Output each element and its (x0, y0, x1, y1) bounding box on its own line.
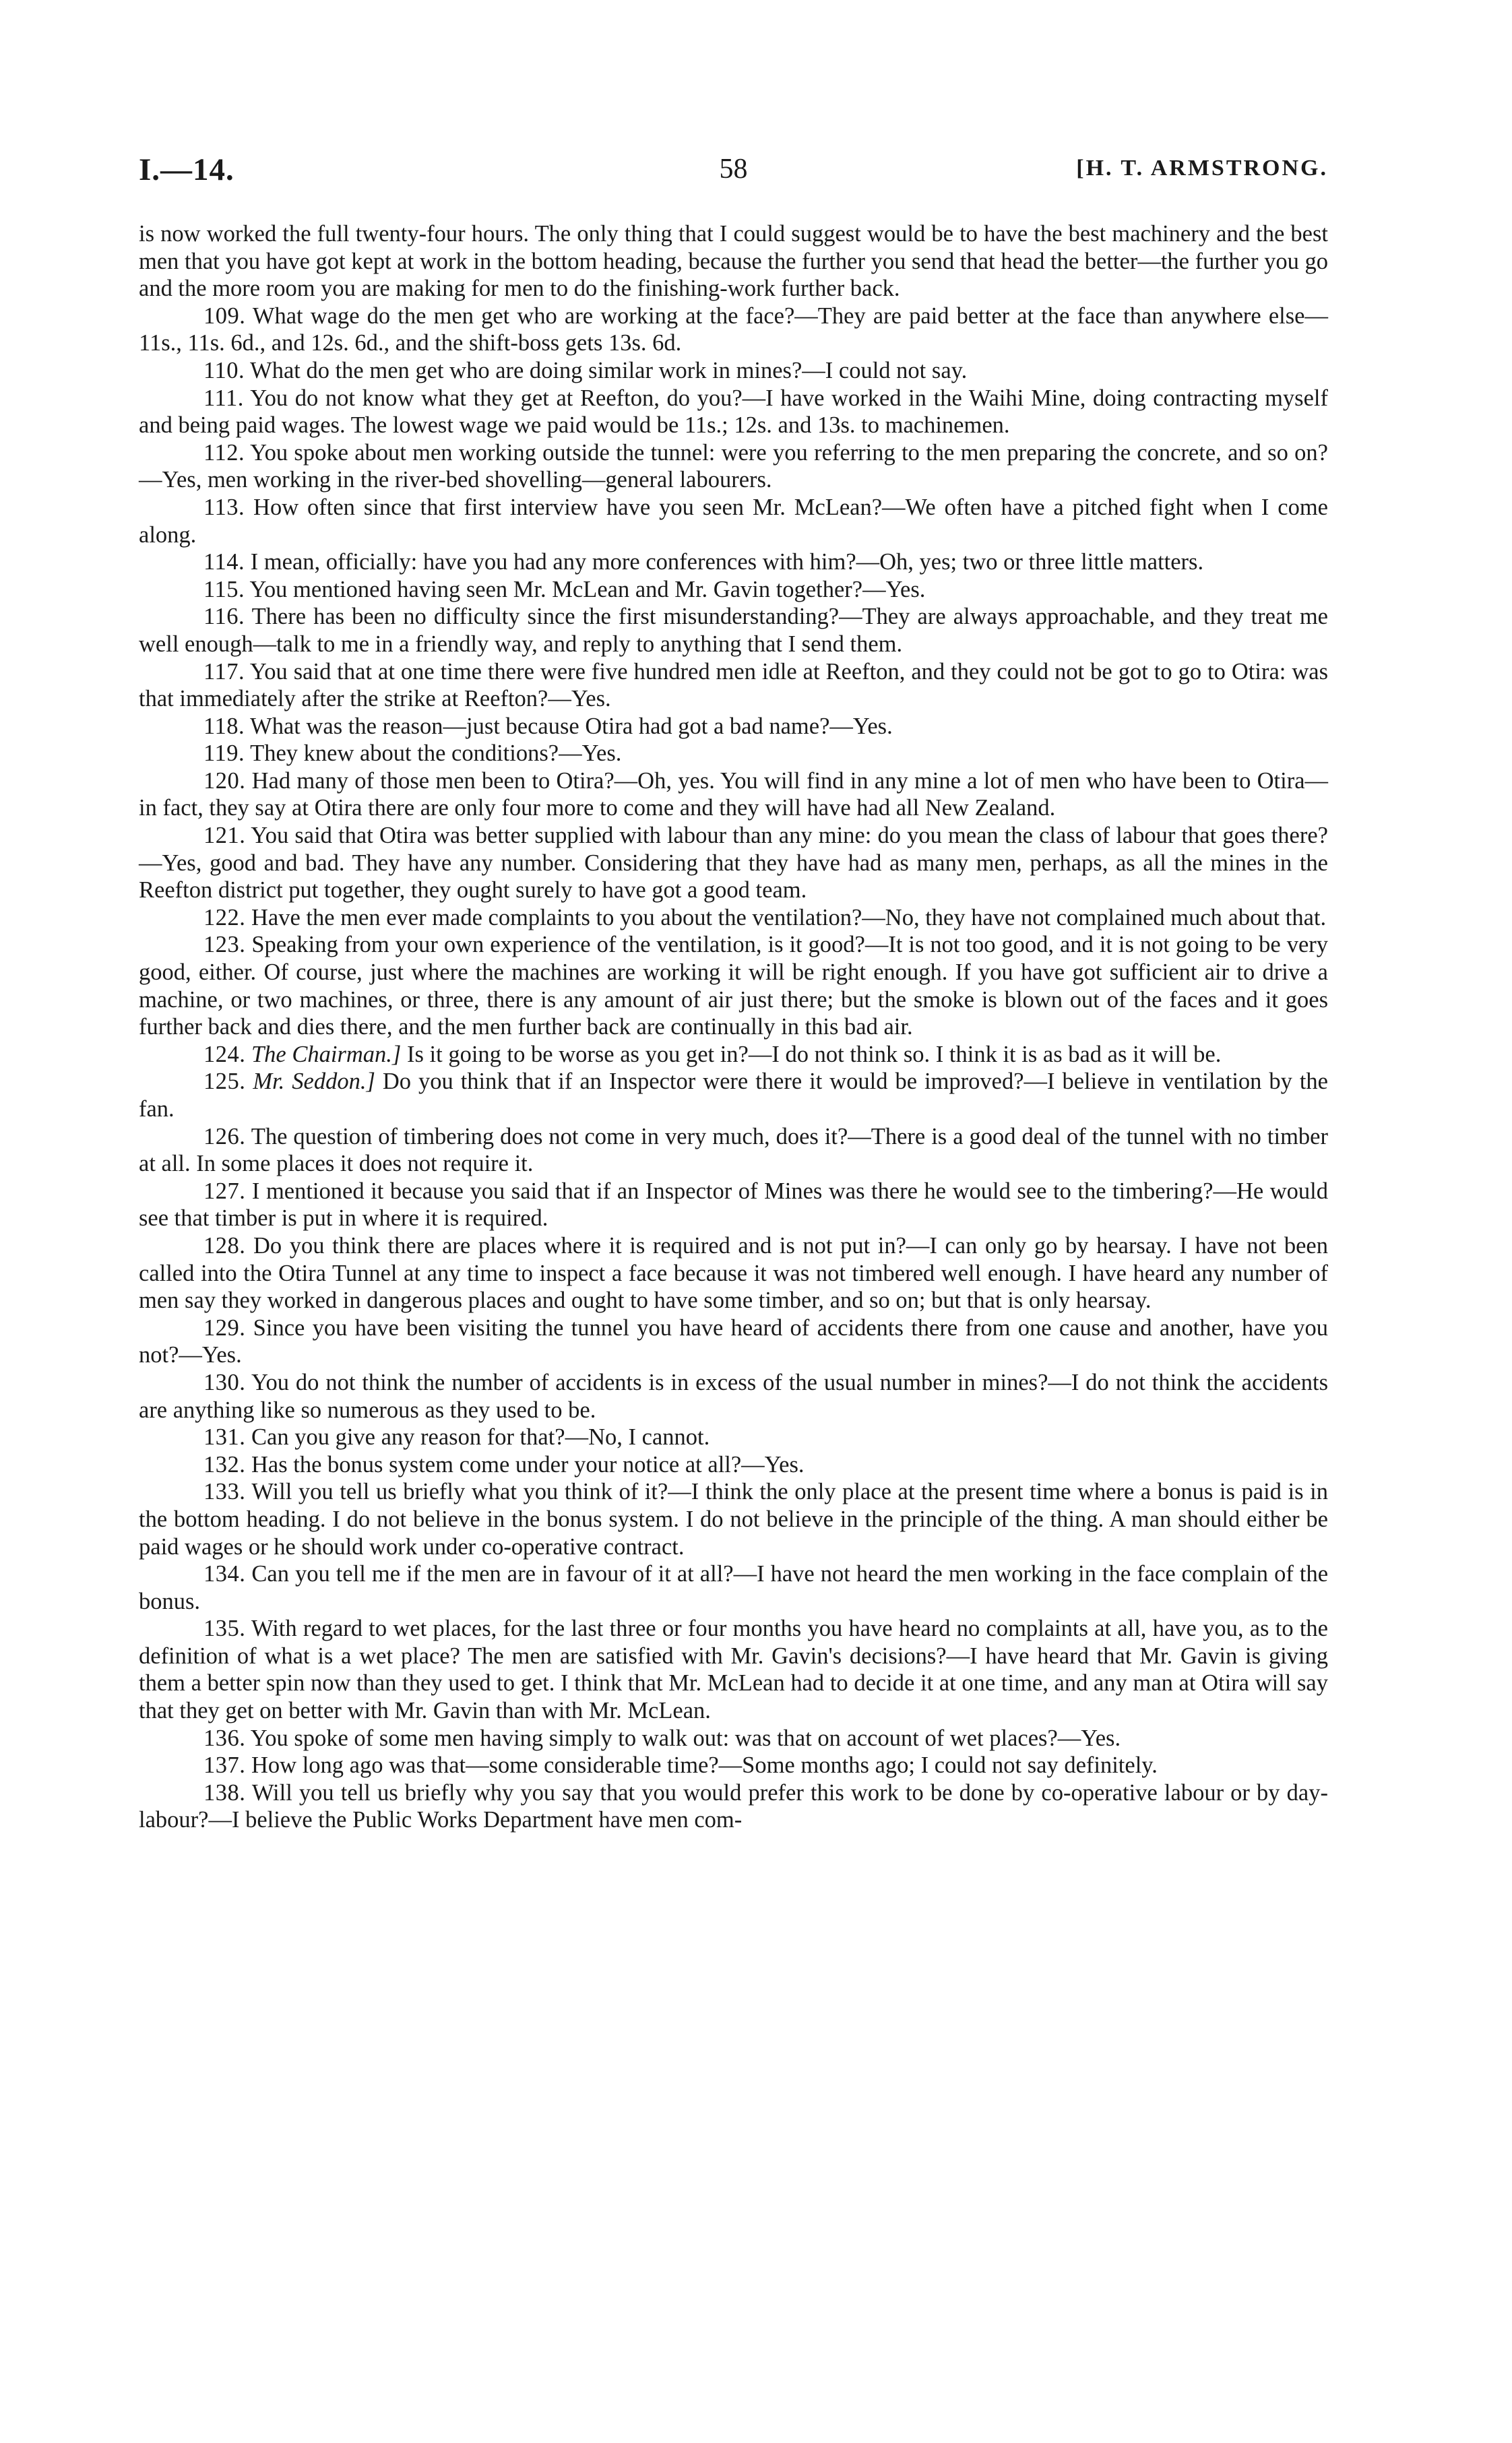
testimony-paragraph (139, 1068, 1328, 1122)
paragraph-text: With regard to wet places, for the last three or four months you have heard no complaints at all, have you, as to the definition of what is a wet place? The men are satisfied with Mr. Gavin's decisions?—I have heard that Mr. Gavin is giving them a better spin now than they used to get. I think that Mr. McLean had to decide it at one time, and any man at Otira will say that they get on better with Mr. Gavin than with Mr. McLean. (139, 1616, 1328, 1724)
testimony-paragraph (139, 767, 1328, 822)
testimony-paragraph (139, 1123, 1328, 1178)
question-number: 114. (203, 549, 245, 575)
testimony-paragraph (139, 303, 1328, 357)
question-number: 122. (203, 904, 246, 930)
testimony-paragraph (139, 904, 1328, 932)
question-number: 121. (203, 823, 246, 849)
paper-reference: I.—14. (139, 152, 234, 187)
question-number: 112. (203, 439, 245, 466)
testimony-paragraph (139, 1424, 1328, 1451)
question-number: 111. (203, 385, 244, 411)
testimony-paragraph (139, 822, 1328, 904)
question-number: 123. (203, 932, 246, 958)
question-number: 128. (203, 1232, 246, 1259)
page-header (139, 152, 1328, 195)
question-number: 117. (203, 658, 245, 685)
paragraph-text: Do you think that if an Inspector were there it would be improved?—I believe in ventilation by the fan. (139, 1069, 1328, 1122)
question-number: 126. (203, 1123, 246, 1149)
paragraph-text: Can you tell me if the men are in favour of it at all?—I have not heard the men working in the face complain of the bonus. (139, 1561, 1329, 1614)
question-number: 116. (203, 604, 245, 630)
witness-name: [H. T. ARMSTRONG. (1076, 156, 1328, 181)
paragraph-text: Has the bonus system come under your notice at all?—Yes. (251, 1451, 805, 1478)
question-number: 131. (203, 1424, 246, 1451)
question-number: 127. (203, 1178, 246, 1204)
question-number: 136. (203, 1725, 246, 1751)
testimony-paragraph (139, 658, 1328, 713)
paragraph-text: I mean, officially: have you had any more conferences with him?—Oh, yes; two or three little matters. (250, 549, 1204, 575)
question-number: 110. (203, 357, 245, 383)
testimony-paragraph (139, 1478, 1328, 1560)
testimony-paragraph (139, 740, 1328, 767)
testimony-paragraph (139, 1314, 1328, 1369)
question-number: 132. (203, 1451, 246, 1478)
paragraph-text: You mentioned having seen Mr. McLean and Mr. Gavin together?—Yes. (249, 576, 926, 602)
question-number: 120. (203, 767, 246, 794)
testimony-paragraph (139, 1369, 1328, 1424)
testimony-paragraph (139, 220, 1328, 303)
paragraph-text: There has been no difficulty since the first misunderstanding?—They are always approachable, and they treat me well enough—talk to me in a friendly way, and reply to anything that I send them. (139, 604, 1328, 657)
question-number: 137. (203, 1752, 246, 1779)
question-number: 124. (203, 1041, 246, 1067)
testimony-paragraph (139, 713, 1328, 740)
testimony-paragraph (139, 357, 1328, 385)
paragraph-text: Will you tell us briefly what you think of it?—I think the only place at the present time where a bonus is paid is in the bottom heading. I do not believe in the bonus system. I do not believe in the principle of the thing. A man should either be paid wages or he should work under co-operative contract. (139, 1479, 1328, 1560)
paragraph-text: How long ago was that—some considerable time?—Some months ago; I could not say definitely. (251, 1752, 1158, 1779)
paragraph-text: What do the men get who are doing similar work in mines?—I could not say. (250, 357, 968, 383)
paragraph-text: Speaking from your own experience of the ventilation, is it good?—It is not too good, and it is not going to be very good, either. Of course, just where the machines are working it will be right enough. If you have got sufficient air to drive a machine, or two machines, or three, there is any amount of air just there; but the smoke is blown out of the faces and it goes further back and dies there, and the men further back are continually in this bad air. (139, 932, 1328, 1040)
testimony-paragraph (139, 439, 1328, 494)
paragraph-text: I mentioned it because you said that if an Inspector of Mines was there he would see to the timbering?—He would see that timber is put in where it is required. (139, 1178, 1329, 1232)
testimony-paragraph (139, 1752, 1328, 1779)
paragraph-text: Is it going to be worse as you get in?—I do not think so. I think it is as bad as it will be. (407, 1041, 1222, 1067)
testimony-paragraph (139, 1451, 1328, 1479)
paragraph-text: What wage do the men get who are working at the face?—They are paid better at the face than anywhere else—11s., 11s. 6d., and 12s. 6d., and the shift-boss gets 13s. 6d. (139, 303, 1328, 356)
paragraph-text: What was the reason—just because Otira had got a bad name?—Yes. (250, 713, 893, 739)
question-number: 138. (203, 1779, 246, 1806)
paragraph-text: You said that at one time there were five hundred men idle at Reefton, and they could not be got to go to Otira: was that immediately after the strike at Reefton?—Yes. (139, 658, 1328, 712)
testimony-paragraph (139, 385, 1328, 439)
testimony-paragraph (139, 576, 1328, 604)
testimony-paragraph (139, 1041, 1328, 1069)
testimony-paragraph (139, 494, 1328, 548)
paragraph-text: How often since that first interview have you seen Mr. McLean?—We often have a pitched fight when I come along. (139, 494, 1328, 548)
question-number: 119. (203, 740, 245, 767)
question-number: 129. (203, 1314, 246, 1341)
testimony-paragraph (139, 548, 1328, 576)
paragraph-text: is now worked the full twenty-four hours. The only thing that I could suggest would be to have the best machinery and the best men that you have got kept at work in the bottom heading, because the further you send that head the better—the further you go and the more room you are making for men to do the finishing-work further back. (139, 221, 1328, 302)
speaker-label: The Chairman.] (251, 1041, 402, 1067)
testimony-paragraph (139, 931, 1328, 1040)
page-number: 58 (719, 154, 748, 185)
paragraph-text: You do not think the number of accidents is in excess of the usual number in mines?—I do not think the accidents are anything like so numerous as they used to be. (139, 1369, 1328, 1423)
question-number: 113. (203, 494, 245, 520)
paragraph-text: The question of timbering does not come in very much, does it?—There is a good deal of the tunnel with no timber at all. In some places it does not require it. (139, 1123, 1328, 1177)
question-number: 125. (203, 1069, 246, 1095)
paragraph-text: You spoke of some men having simply to walk out: was that on account of wet places?—Yes. (250, 1725, 1121, 1751)
paragraph-text: Had many of those men been to Otira?—Oh, yes. You will find in any mine a lot of men who have been to Otira—in fact, they say at Otira there are only four more to come and they will have had all New Zealand. (139, 767, 1329, 821)
testimony-paragraph (139, 603, 1328, 658)
paragraph-text: Since you have been visiting the tunnel you have heard of accidents there from one cause and another, have you not?—Yes. (139, 1314, 1329, 1368)
paragraph-text: Do you think there are places where it is required and is not put in?—I can only go by hearsay. I have not been called into the Otira Tunnel at any time to inspect a face because it was not timbered well enough. I have heard any number of men say they worked in dangerous places and ought to have some timber, and so on; but that is only hearsay. (139, 1232, 1328, 1314)
testimony-body (139, 220, 1328, 1834)
paragraph-text: You said that Otira was better supplied with labour than any mine: do you mean the class of labour that goes there?—Yes, good and bad. They have any number. Considering that they have had as many men, perhaps, as all the mines in the Reefton district put together, they ought surely to have got a good team. (139, 823, 1328, 903)
question-number: 130. (203, 1369, 246, 1395)
paragraph-text: Will you tell us briefly why you say that you would prefer this work to be done by co-operative labour or by day-labour?—I believe the Public Works Department have men com- (139, 1779, 1328, 1833)
question-number: 135. (203, 1616, 246, 1642)
testimony-paragraph (139, 1725, 1328, 1752)
testimony-paragraph (139, 1615, 1328, 1724)
testimony-paragraph (139, 1560, 1328, 1615)
paragraph-text: They knew about the conditions?—Yes. (250, 740, 622, 767)
testimony-paragraph (139, 1178, 1328, 1232)
paragraph-text: You spoke about men working outside the tunnel: were you referring to the men preparing the concrete, and so on?—Yes, men working in the river-bed shovelling—general labourers. (139, 439, 1328, 493)
paragraph-text: You do not know what they get at Reefton, do you?—I have worked in the Waihi Mine, doing contracting myself and being paid wages. The lowest wage we paid would be 11s.; 12s. and 13s. to machinemen. (139, 385, 1328, 439)
paragraph-text: Have the men ever made complaints to you about the ventilation?—No, they have not complained much about that. (251, 904, 1327, 930)
question-number: 115. (203, 576, 245, 602)
testimony-paragraph (139, 1232, 1328, 1314)
question-number: 109. (203, 303, 246, 329)
question-number: 118. (203, 713, 245, 739)
question-number: 134. (203, 1561, 246, 1587)
paragraph-text: Can you give any reason for that?—No, I cannot. (251, 1424, 710, 1451)
question-number: 133. (203, 1479, 246, 1505)
speaker-label: Mr. Seddon.] (253, 1069, 375, 1095)
testimony-paragraph (139, 1779, 1328, 1834)
